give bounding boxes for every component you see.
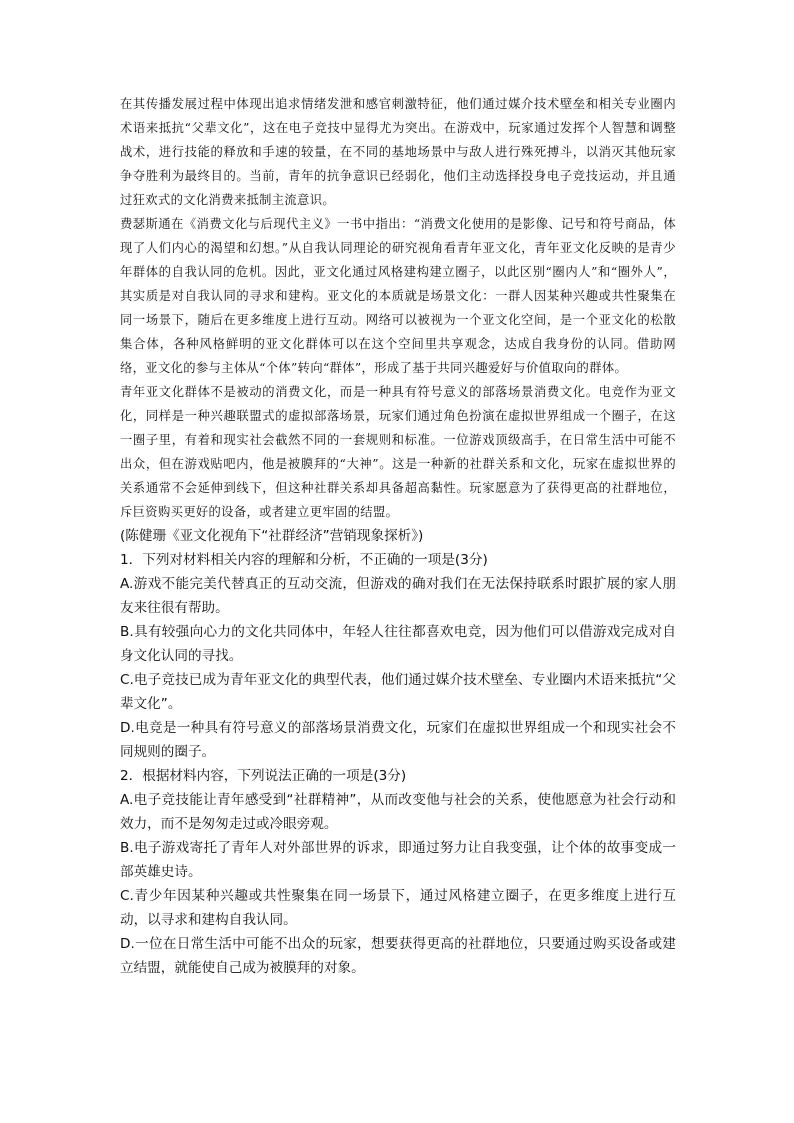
question-2-option-c: C.青少年因某种兴趣或共性聚集在同一场景下，通过风格建立圈子，在更多维度上进行互动，以寻求和建构自我认同。 xyxy=(120,888,676,928)
question-2-option-a: A.电子竞技能让青年感受到“社群精神”，从而改变他与社会的关系，使他愿意为社会行动和效力，而不是匆匆走过或冷眼旁观。 xyxy=(120,792,676,832)
question-2 xyxy=(120,764,676,980)
question-2-option-d: D.一位在日常生活中可能不出众的玩家，想要获得更高的社群地位，只要通过购买设备或建立结盟，就能使自己成为被膜拜的对象。 xyxy=(120,936,676,976)
question-1-option-d: D.电竞是一种具有符号意义的部落场景消费文化，玩家们在虚拟世界组成一个和现实社会不同规则的圈子。 xyxy=(120,720,676,760)
reading-passage xyxy=(120,92,676,548)
question-1-stem: 1．下列对材料相关内容的理解和分析，不正确的一项是(3分) xyxy=(120,552,488,568)
question-1-option-b: B.具有较强向心力的文化共同体中，年轻人往往都喜欢电竞，因为他们可以借游戏完成对自身文化认同的寻找。 xyxy=(120,624,676,664)
question-2-stem: 2．根据材料内容，下列说法正确的一项是(3分) xyxy=(120,768,407,784)
passage-paragraph-1: 在其传播发展过程中体现出追求情绪发泄和感官刺激特征，他们通过媒介技术壁垒和相关专业圈内术语来抵抗“父辈文化”，这在电子竞技中显得尤为突出。在游戏中，玩家通过发挥个人智慧和调整战术，进行技能的释放和手速的较量，在不同的基地场景中与敌人进行殊死搏斗，以消灭其他玩家争夺胜利为最终目的。当前，青年的抗争意识已经弱化，他们主动选择投身电子竞技运动，并且通过狂欢式的文化消费来抵制主流意识。 xyxy=(120,97,676,207)
question-2-option-b: B.电子游戏寄托了青年人对外部世界的诉求，即通过努力让自我变强，让个体的故事变成一部英雄史诗。 xyxy=(120,840,676,880)
passage-paragraph-2: 费瑟斯通在《消费文化与后现代主义》一书中指出：“消费文化使用的是影像、记号和符号商品，体现了人们内心的渴望和幻想。”从自我认同理论的研究视角看青年亚文化，青年亚文化反映的是青少年群体的自我认同的危机。因此，亚文化通过风格建构建立圈子，以此区别“圈内人”和“圈外人”，其实质是对自我认同的寻求和建构。亚文化的本质就是场景文化：一群人因某种兴趣或共性聚集在同一场景下，随后在更多维度上进行互动。网络可以被视为一个亚文化空间，是一个亚文化的松散集合体，各种风格鲜明的亚文化群体可以在这个空间里共享观念，达成自我身份的认同。借助网络，亚文化的参与主体从“个体”转向“群体”，形成了基于共同兴趣爱好与价值取向的群体。 xyxy=(120,217,676,375)
passage-source: (陈健珊《亚文化视角下“社群经济”营销现象探析》) xyxy=(120,528,424,544)
document-page xyxy=(120,92,676,980)
question-1-option-a: A.游戏不能完美代替真正的互动交流，但游戏的确对我们在无法保持联系时跟扩展的家人朋友来往很有帮助。 xyxy=(120,576,676,616)
passage-paragraph-3: 青年亚文化群体不是被动的消费文化，而是一种具有符号意义的部落场景消费文化。电竞作为亚文化，同样是一种兴趣联盟式的虚拟部落场景，玩家们通过角色扮演在虚拟世界组成一个圈子，在这一圈子里，有着和现实社会截然不同的一套规则和标准。一位游戏顶级高手，在日常生活中可能不出众，但在游戏贴吧内，他是被膜拜的“大神”。这是一种新的社群关系和文化，玩家在虚拟世界的关系通常不会延伸到线下，但这种社群关系却具备超高黏性。玩家愿意为了获得更高的社群地位，斥巨资购买更好的设备，或者建立更牢固的结盟。 xyxy=(120,385,676,519)
question-1-option-c: C.电子竞技已成为青年亚文化的典型代表，他们通过媒介技术壁垒、专业圈内术语来抵抗“父辈文化”。 xyxy=(120,672,676,712)
question-1 xyxy=(120,548,676,764)
